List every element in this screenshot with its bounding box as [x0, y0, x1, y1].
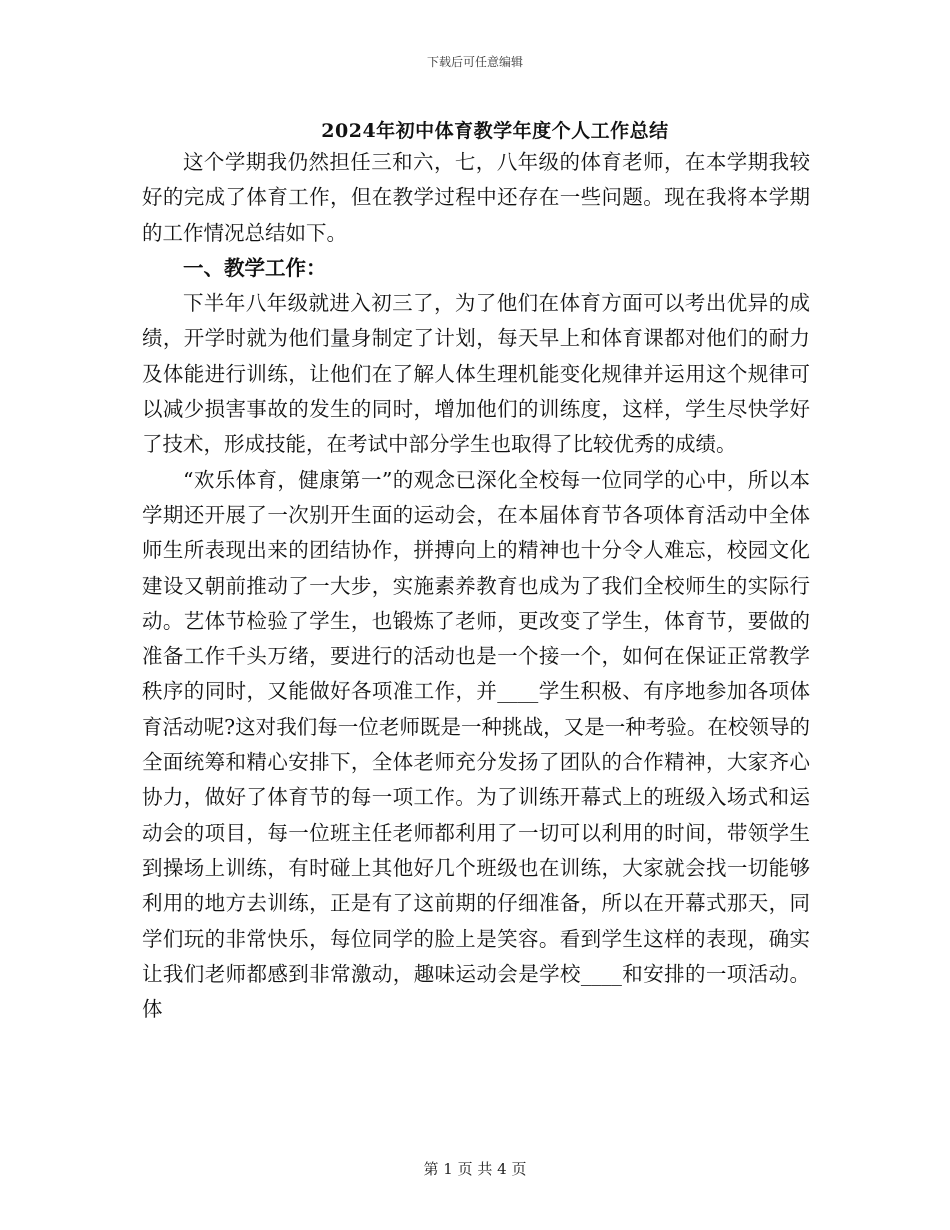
paragraph-sports-festival: “欢乐体育，健康第一”的观念已深化全校每一位同学的心中，所以本学期还开展了一次别开生面的运动会，在本届体育节各项体育活动中全体师生所表现出来的团结协作，拼搏向上的精神也十分令人难忘，校园文化建设又朝前推动了一大步，实施素养教育也成为了我们全校师生的实际行动。艺体节检验了学生，也锻炼了老师，更改变了学生，体育节，要做的准备工作千头万绪，要进行的活动也是一个接一个，如何在保证正常教学秩序的同时，又能做好各项准工作，并____学生积极、有序地参加各项体育活动呢?这对我们每一位老师既是一种挑战，又是一种考验。在校领导的全面统筹和精心安排下，全体老师充分发扬了团队的合作精神，大家齐心协力，做好了体育节的每一项工作。为了训练开幕式上的班级入场式和运动会的项目，每一位班主任老师都利用了一切可以利用的时间，带领学生到操场上训练，有时碰上其他好几个班级也在训练，大家就会找一切能够利用的地方去训练，正是有了这前期的仔细准备，所以在开幕式那天，同学们玩的非常快乐，每位同学的脸上是笑容。看到学生这样的表现，确实让我们老师都感到非常激动，趣味运动会是学校____和安排的一项活动。体	[142, 467, 810, 1022]
paragraph-grade-eight-training: 下半年八年级就进入初三了，为了他们在体育方面可以考出优异的成绩，开学时就为他们量身制定了计划，每天早上和体育课都对他们的耐力及体能进行训练，让他们在了解人体生理机能变化规律并运用这个规律可以减少损害事故的发生的同时，增加他们的训练度，这样，学生尽快学好了技术，形成技能，在考试中部分学生也取得了比较优秀的成绩。	[142, 291, 810, 457]
document-body	[142, 145, 810, 1027]
page-number: 第 1 页 共 4 页	[423, 1160, 527, 1178]
document-title: 2024年初中体育教学年度个人工作总结	[321, 120, 669, 142]
section-heading-teaching: 一、教学工作：	[183, 255, 327, 280]
paragraph-intro: 这个学期我仍然担任三和六，七，八年级的体育老师，在本学期我较好的完成了体育工作，但在教学过程中还存在一些问题。现在我将本学期的工作情况总结如下。	[142, 150, 810, 245]
page-header-note: 下载后可任意编辑	[426, 55, 523, 69]
